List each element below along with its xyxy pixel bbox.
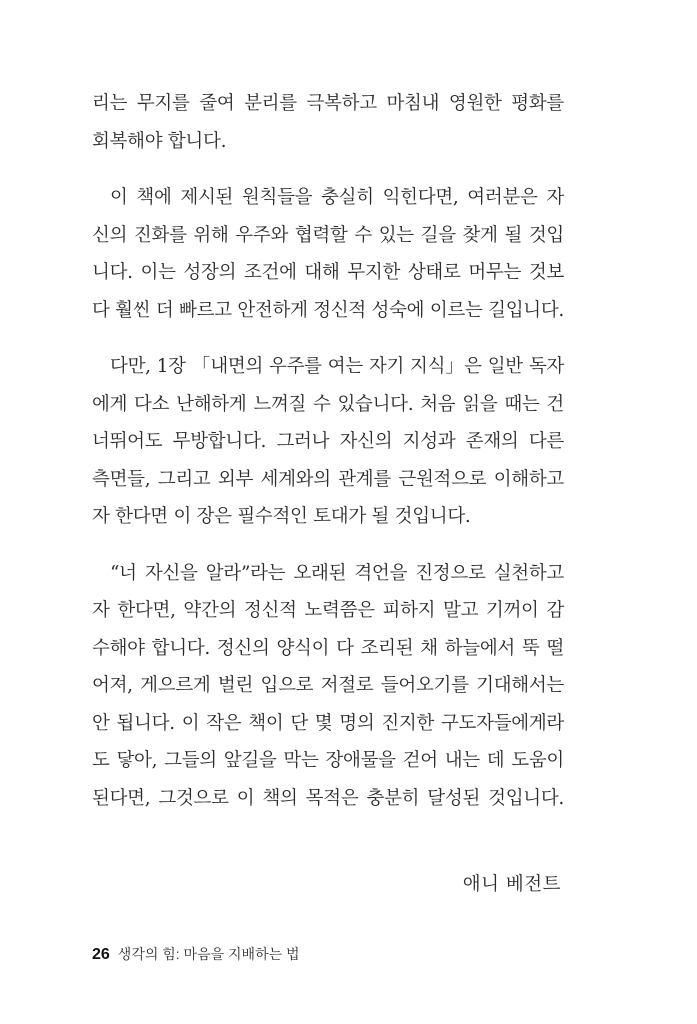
paragraph-2 (92, 179, 564, 329)
text-line: 리는 무지를 줄여 분리를 극복하고 마침내 영원한 평화를 (92, 93, 564, 114)
text-line: 수해야 합니다. 정신의 양식이 다 조리된 채 하늘에서 뚝 떨 (92, 637, 564, 659)
text-line: 측면들, 그리고 외부 세계와의 관계를 근원적으로 이해하고 (92, 468, 564, 490)
text-line: 안 됩니다. 이 작은 책이 단 몇 명의 진지한 구도자들에게라 (92, 712, 564, 734)
text-line: 자 한다면, 약간의 정신적 노력쯤은 피하지 말고 기꺼이 감 (92, 600, 564, 621)
page-footer (92, 944, 300, 964)
text-line: 신의 진화를 위해 우주와 협력할 수 있는 길을 찾게 될 것입 (92, 224, 564, 246)
text-line: 에게 다소 난해하게 느껴질 수 있습니다. 처음 읽을 때는 건 (92, 393, 564, 415)
text-line: 어져, 게으르게 벌린 입으로 저절로 들어오기를 기대해서는 (92, 675, 564, 696)
text-line: 된다면, 그것으로 이 책의 목적은 충분히 달성된 것입니다. (92, 787, 564, 809)
text-line: 다만, 1장 「내면의 우주를 여는 자기 지식」은 일반 독자 (110, 356, 564, 377)
paragraph-1 (92, 85, 564, 160)
text-line: 다 훨씬 더 빠르고 안전하게 정신적 성숙에 이르는 길입니다. (92, 299, 564, 321)
page-body (92, 85, 564, 836)
paragraph-3 (92, 348, 564, 536)
text-line: 회복해야 합니다. (92, 130, 227, 152)
text-line: 도 닿아, 그들의 앞길을 막는 장애물을 걷어 내는 데 도움이 (92, 750, 564, 771)
running-title: 생각의 힘: 마음을 지배하는 법 (117, 946, 300, 962)
text-line: 니다. 이는 성장의 조건에 대해 무지한 상태로 머무는 것보 (92, 262, 564, 283)
text-line: 너뛰어도 무방합니다. 그러나 자신의 지성과 존재의 다른 (92, 431, 564, 452)
text-line: 이 책에 제시된 원칙들을 충실히 익힌다면, 여러분은 자 (110, 187, 564, 208)
page-number: 26 (92, 946, 110, 963)
author-signature: 애니 베전트 (462, 874, 561, 895)
text-line: “너 자신을 알라”라는 오래된 격언을 진정으로 실천하고 (110, 562, 564, 584)
text-line: 자 한다면 이 장은 필수적인 토대가 될 것입니다. (92, 506, 471, 527)
paragraph-4 (92, 555, 564, 818)
